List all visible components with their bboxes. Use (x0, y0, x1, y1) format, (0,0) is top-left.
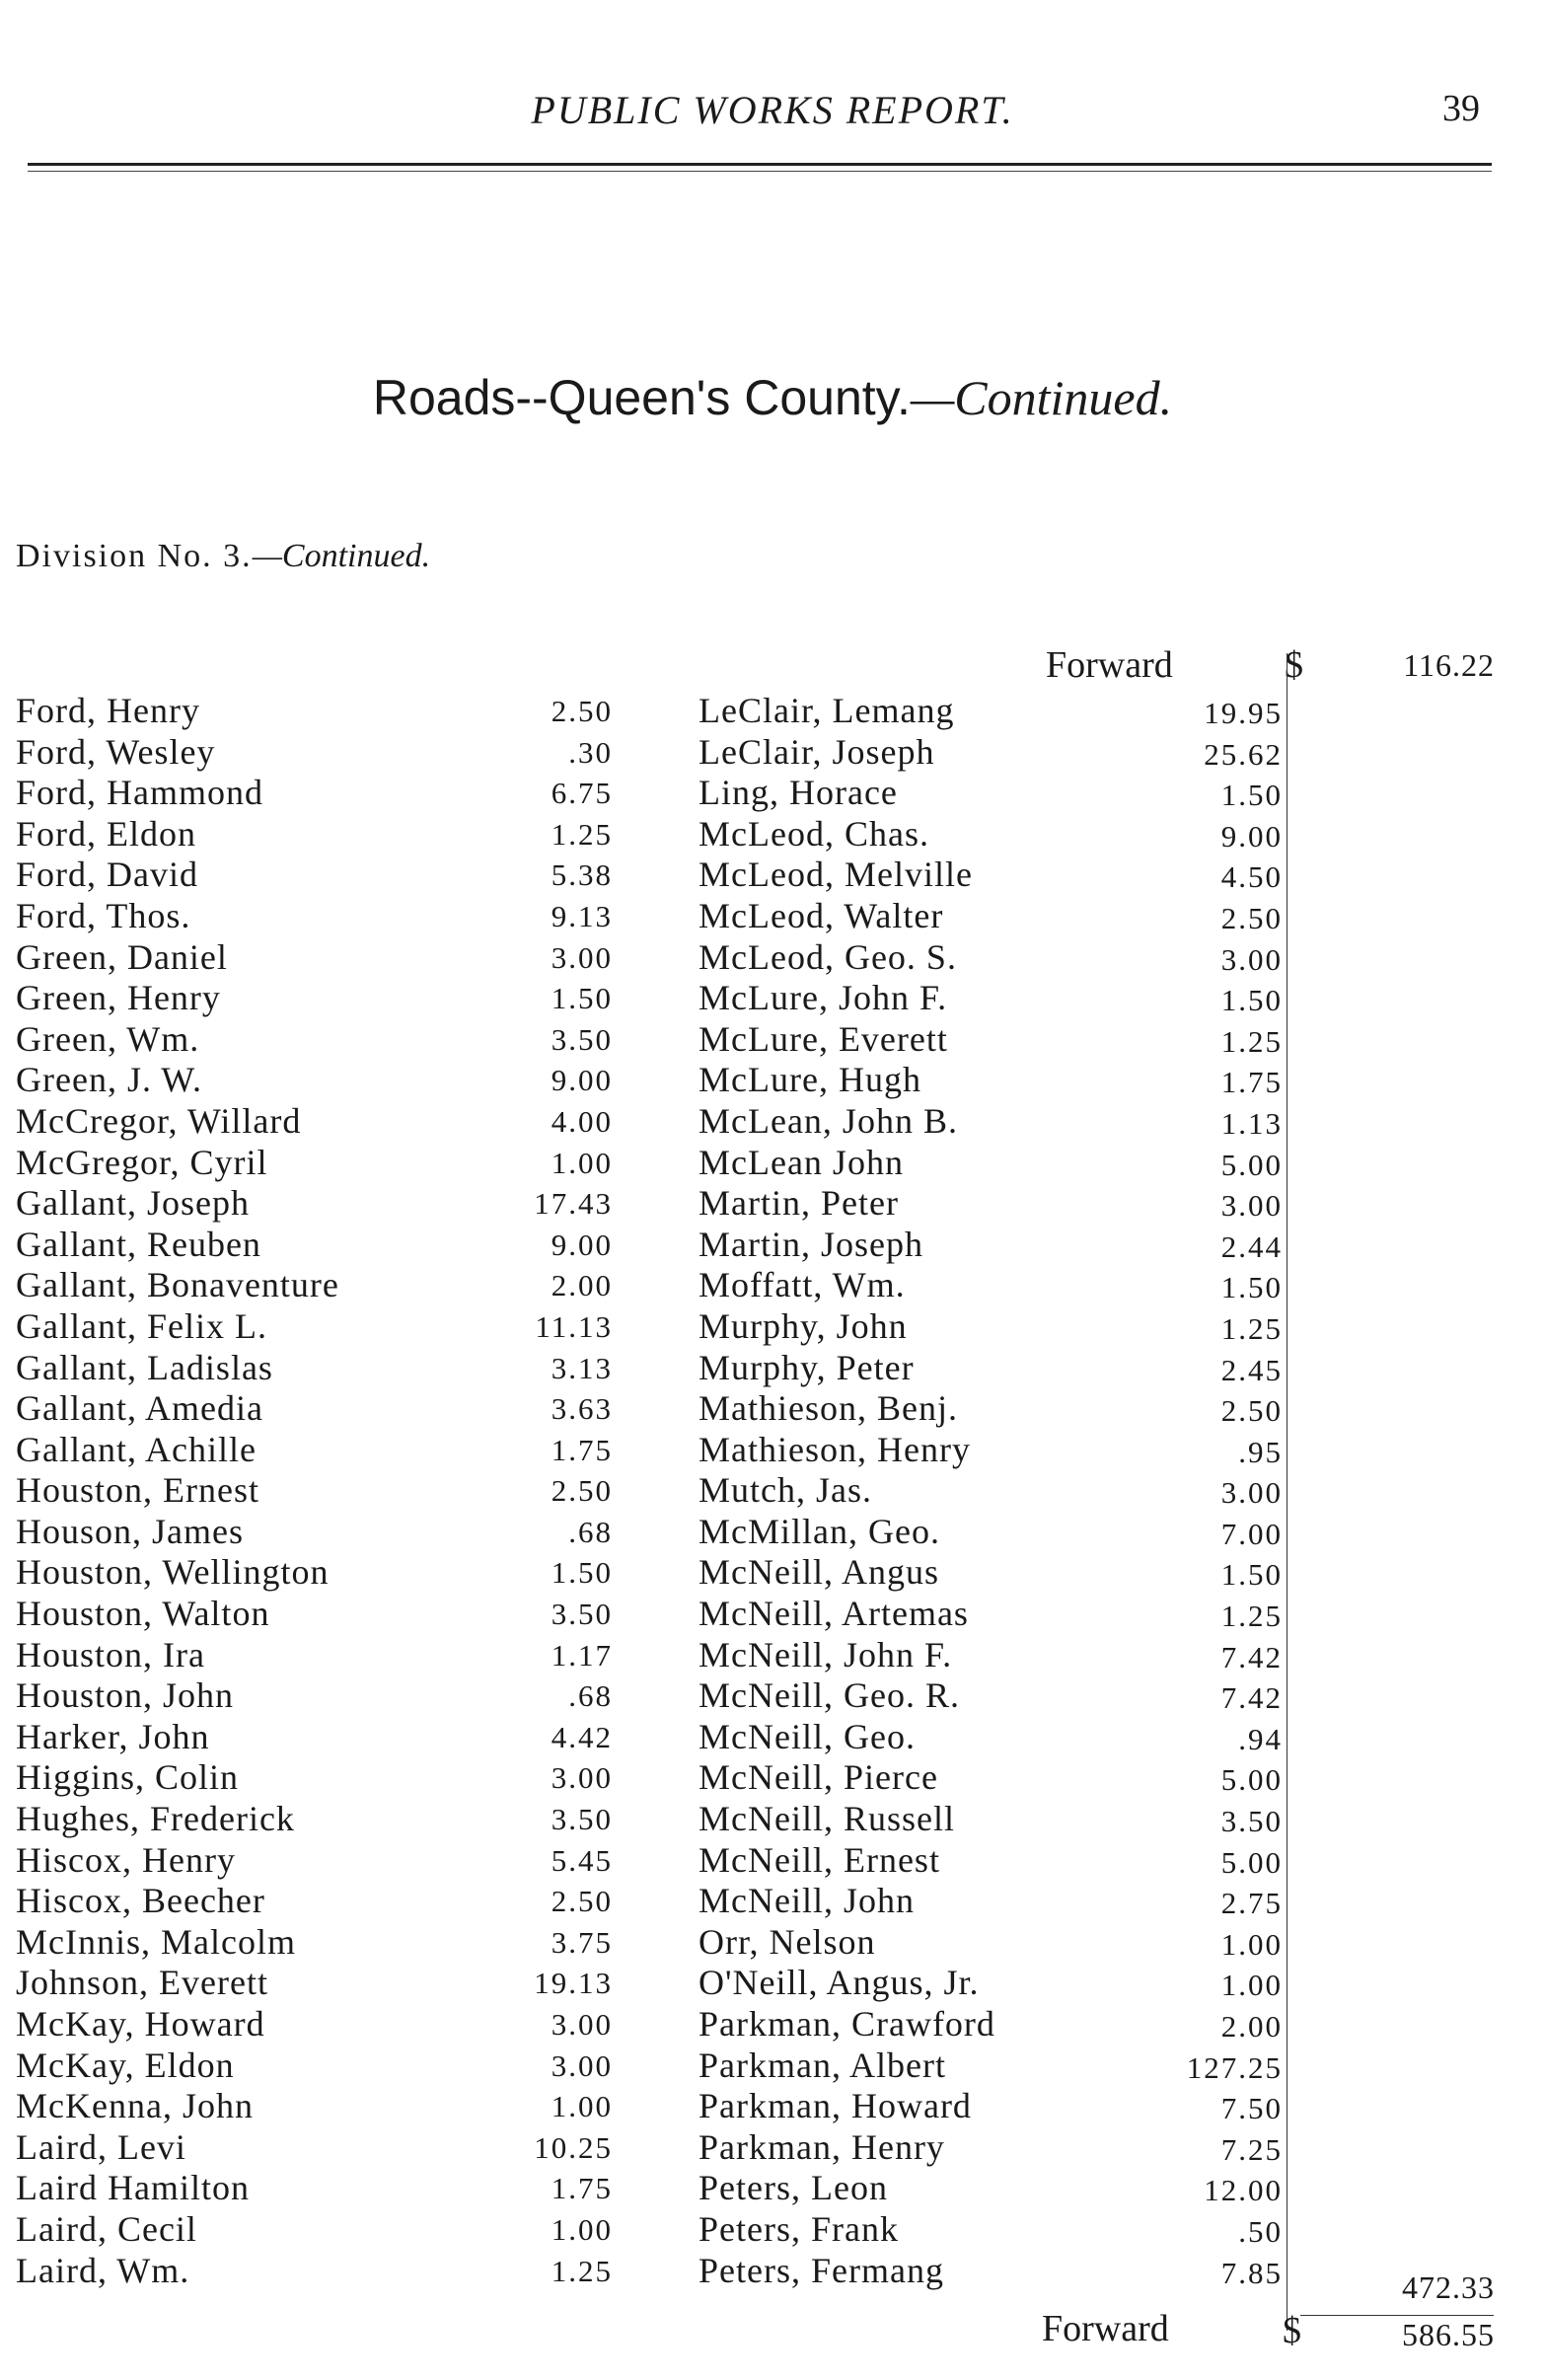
entry-amount: 3.50 (551, 1021, 613, 1057)
entry-amount: 1.75 (551, 2171, 613, 2206)
forward-bottom-amount: 586.55 (1402, 2317, 1495, 2352)
entry-amount: 3.50 (551, 1597, 613, 1632)
entry-amount: 9.13 (551, 898, 613, 933)
entry-amount: 1.75 (551, 1432, 613, 1467)
entry-amount: .68 (568, 1514, 613, 1549)
entry-name: Gallant, Amedia (16, 1388, 263, 1429)
entry-name: Peters, Frank (699, 2208, 899, 2249)
entry-name: McLure, Everett (699, 1018, 948, 1059)
entry-name: Harker, John (16, 1716, 210, 1756)
entry-amount: 2.50 (551, 1473, 613, 1509)
entry-amount: 2.50 (1220, 1393, 1283, 1429)
entry-amount: 17.43 (534, 1186, 613, 1222)
entry-name: Houston, Wellington (16, 1552, 330, 1593)
entry-name: Hiscox, Henry (16, 1839, 236, 1880)
entry-name: Peters, Fermang (699, 2250, 944, 2290)
entry-amount: 1.00 (551, 2089, 613, 2124)
entry-name: Green, Henry (16, 978, 221, 1018)
entry-name: Houston, John (16, 1675, 235, 1716)
entry-amount: 1.50 (1220, 778, 1283, 813)
entry-amount: 2.00 (551, 1268, 613, 1303)
subtotal-rule (1300, 2315, 1494, 2316)
division-label: Division No. 3. (16, 538, 253, 574)
entry-amount: 1.50 (1220, 1270, 1283, 1305)
entry-amount: 9.00 (551, 1227, 613, 1262)
entry-name: McNeill, Pierce (699, 1757, 938, 1798)
entry-amount: 2.00 (1220, 2009, 1283, 2044)
entry-amount: 3.00 (1220, 1188, 1283, 1224)
entry-name: Gallant, Reuben (16, 1224, 261, 1264)
entry-name: McNeill, Russell (699, 1799, 955, 1839)
entry-amount: 1.50 (1220, 983, 1283, 1018)
entry-name: Houson, James (16, 1511, 244, 1551)
forward-bottom-label: Forward (1042, 2308, 1169, 2349)
entry-name: Laird, Wm. (16, 2250, 190, 2290)
entry-amount: 19.13 (534, 1966, 613, 2001)
entry-amount: 4.42 (551, 1719, 613, 1754)
entry-amount: 1.25 (1220, 1310, 1283, 1346)
entry-amount: 5.00 (1220, 1762, 1283, 1798)
entry-name: McLeod, Walter (699, 895, 944, 935)
forward-bottom-currency: $ (1283, 2310, 1301, 2351)
entry-amount: 2.50 (551, 694, 613, 728)
entry-name: Murphy, Peter (699, 1347, 915, 1387)
entry-name: McCregor, Willard (16, 1100, 302, 1141)
entry-name: McLean John (699, 1142, 904, 1182)
entry-name: McNeill, Artemas (699, 1594, 969, 1634)
entry-amount: 3.50 (551, 1802, 613, 1837)
entry-name: McNeill, John F. (699, 1634, 953, 1674)
entry-amount: 7.00 (1220, 1516, 1283, 1551)
entry-amount: 6.75 (551, 776, 613, 811)
entry-amount: 5.38 (551, 857, 613, 893)
division-heading (16, 538, 430, 575)
entry-amount: 1.17 (551, 1637, 613, 1673)
entry-name: O'Neill, Angus, Jr. (699, 1963, 980, 2003)
entry-name: Martin, Joseph (699, 1224, 923, 1264)
entry-amount: 1.00 (551, 1145, 613, 1180)
entry-amount: 1.00 (1220, 1968, 1283, 2003)
entry-name: McNeill, Geo. R. (699, 1675, 960, 1716)
entry-name: McLeod, Melville (699, 855, 973, 895)
entry-amount: 1.25 (551, 816, 613, 852)
header-rule-thin (28, 171, 1492, 172)
entry-name: Hughes, Frederick (16, 1799, 295, 1839)
entry-amount: .94 (1238, 1721, 1283, 1756)
section-continued: —Continued. (910, 370, 1173, 425)
entry-name: Gallant, Joseph (16, 1183, 250, 1224)
entry-name: Houston, Ernest (16, 1470, 259, 1511)
entry-name: LeClair, Joseph (699, 731, 935, 772)
entry-amount: 127.25 (1186, 2049, 1283, 2085)
running-title: PUBLIC WORKS REPORT. (531, 88, 1014, 132)
entry-amount: 1.50 (1220, 1557, 1283, 1593)
subtotal-amount: 472.33 (1402, 2269, 1495, 2305)
entry-name: Ford, Thos. (16, 895, 191, 935)
entry-name: Laird, Cecil (16, 2208, 197, 2249)
entry-amount: 12.00 (1204, 2173, 1283, 2208)
forward-top-amount: 116.22 (1403, 647, 1495, 683)
total-column-rule (1287, 653, 1288, 2331)
entry-amount: 1.75 (1220, 1065, 1283, 1100)
entry-name: Parkman, Howard (699, 2086, 972, 2126)
entry-amount: 1.25 (551, 2253, 613, 2288)
entry-amount: 2.44 (1220, 1228, 1283, 1264)
entry-amount: 10.25 (534, 2129, 613, 2165)
entry-amount: 2.50 (1220, 900, 1283, 935)
entry-name: LeClair, Lemang (699, 691, 955, 730)
entry-name: McNeill, Ernest (699, 1839, 940, 1880)
entry-name: McKenna, John (16, 2086, 254, 2126)
entry-amount: 3.00 (551, 939, 613, 975)
entry-name: McLure, John F. (699, 978, 948, 1018)
entry-name: Parkman, Henry (699, 2126, 945, 2167)
entry-amount: 5.00 (1220, 1147, 1283, 1182)
entry-name: McInnis, Malcolm (16, 1921, 296, 1962)
entry-name: Gallant, Bonaventure (16, 1265, 339, 1305)
entry-amount: 3.00 (551, 2047, 613, 2083)
forward-top-label: Forward (1046, 644, 1173, 686)
entry-name: Green, J. W. (16, 1060, 202, 1100)
section-heading (0, 369, 1545, 426)
entry-amount: 3.13 (551, 1350, 613, 1385)
entry-amount: 25.62 (1204, 736, 1283, 772)
entry-name: Orr, Nelson (699, 1921, 876, 1962)
entry-name: Green, Wm. (16, 1018, 200, 1059)
entry-amount: 1.25 (1220, 1599, 1283, 1634)
entry-name: Murphy, John (699, 1305, 908, 1346)
entry-name: Ford, Hammond (16, 773, 263, 813)
entry-amount: 2.75 (1220, 1886, 1283, 1921)
entry-amount: 1.50 (551, 981, 613, 1016)
entry-name: Ford, David (16, 855, 198, 895)
entry-amount: 7.42 (1220, 1639, 1283, 1674)
entry-name: Peters, Leon (699, 2168, 888, 2208)
entry-name: Martin, Peter (699, 1183, 899, 1224)
entry-name: McLean, John B. (699, 1100, 958, 1141)
entry-amount: 3.75 (551, 1924, 613, 1960)
entry-amount: 5.45 (551, 1842, 613, 1878)
division-continued: —Continued. (252, 538, 431, 574)
entry-amount: 9.00 (551, 1063, 613, 1098)
header-rule-thick (28, 163, 1492, 166)
entry-amount: 1.00 (1220, 1926, 1283, 1962)
entry-name: Mutch, Jas. (699, 1470, 872, 1511)
entry-amount: 1.50 (551, 1555, 613, 1591)
entry-amount: 1.25 (1220, 1023, 1283, 1059)
entry-amount: 1.13 (1220, 1105, 1283, 1141)
entry-name: Houston, Ira (16, 1634, 205, 1674)
entry-name: Gallant, Achille (16, 1429, 257, 1469)
entry-amount: 7.25 (1220, 2131, 1283, 2167)
entry-name: Parkman, Crawford (699, 2004, 995, 2044)
forward-top-currency: $ (1285, 644, 1303, 686)
entry-amount: 9.00 (1220, 818, 1283, 854)
entry-amount: 3.63 (551, 1391, 613, 1427)
entry-name: Ford, Wesley (16, 731, 216, 772)
entry-amount: 4.00 (551, 1103, 613, 1139)
section-title: Roads--Queen's County. (372, 370, 911, 425)
entry-name: McKay, Howard (16, 2004, 265, 2044)
entry-amount: .30 (568, 734, 613, 770)
entry-amount: 3.00 (1220, 1475, 1283, 1511)
entry-name: Ling, Horace (699, 773, 898, 813)
entry-amount: 3.00 (551, 2007, 613, 2042)
entry-name: McKay, Eldon (16, 2045, 235, 2085)
entry-amount: 1.00 (551, 2211, 613, 2247)
entry-name: Hiscox, Beecher (16, 1881, 265, 1921)
entry-amount: 3.00 (1220, 941, 1283, 977)
entry-amount: 2.45 (1220, 1352, 1283, 1387)
entry-name: McLure, Hugh (699, 1060, 921, 1100)
entry-name: McNeill, John (699, 1881, 915, 1921)
entry-amount: 3.50 (1220, 1804, 1283, 1839)
entry-name: Moffatt, Wm. (699, 1265, 906, 1305)
entry-name: Mathieson, Benj. (699, 1388, 958, 1429)
entry-name: McNeill, Angus (699, 1552, 939, 1593)
entry-name: Mathieson, Henry (699, 1429, 971, 1469)
entry-name: McNeill, Geo. (699, 1716, 916, 1756)
entry-name: Johnson, Everett (16, 1963, 268, 2003)
entry-name: Laird, Levi (16, 2126, 186, 2167)
entry-name: McLeod, Chas. (699, 813, 929, 854)
entry-amount: 11.13 (535, 1308, 613, 1344)
entry-name: Green, Daniel (16, 936, 228, 977)
entry-amount: .95 (1238, 1434, 1283, 1469)
entry-amount: 5.00 (1220, 1844, 1283, 1880)
entry-name: Higgins, Colin (16, 1757, 240, 1798)
page-number: 39 (1442, 88, 1480, 129)
entry-amount: 2.50 (551, 1884, 613, 1919)
entry-name: Ford, Eldon (16, 813, 197, 854)
entry-amount: 7.42 (1220, 1680, 1283, 1716)
entry-amount: 4.50 (1220, 859, 1283, 895)
entry-name: McGregor, Cyril (16, 1142, 268, 1182)
entry-amount: .68 (568, 1678, 613, 1714)
entry-name: Houston, Walton (16, 1594, 270, 1634)
entry-amount: 3.00 (551, 1760, 613, 1796)
entry-name: McLeod, Geo. S. (699, 936, 957, 977)
entry-name: McMillan, Geo. (699, 1511, 940, 1551)
entry-amount: 7.50 (1220, 2091, 1283, 2126)
entry-name: Parkman, Albert (699, 2045, 946, 2085)
entry-name: Ford, Henry (16, 691, 200, 730)
entry-name: Laird Hamilton (16, 2168, 250, 2208)
entry-amount: 19.95 (1204, 696, 1283, 730)
entry-name: Gallant, Ladislas (16, 1347, 273, 1387)
entry-amount: 7.85 (1220, 2255, 1283, 2290)
entry-name: Gallant, Felix L. (16, 1305, 267, 1346)
entry-amount: .50 (1238, 2213, 1283, 2249)
